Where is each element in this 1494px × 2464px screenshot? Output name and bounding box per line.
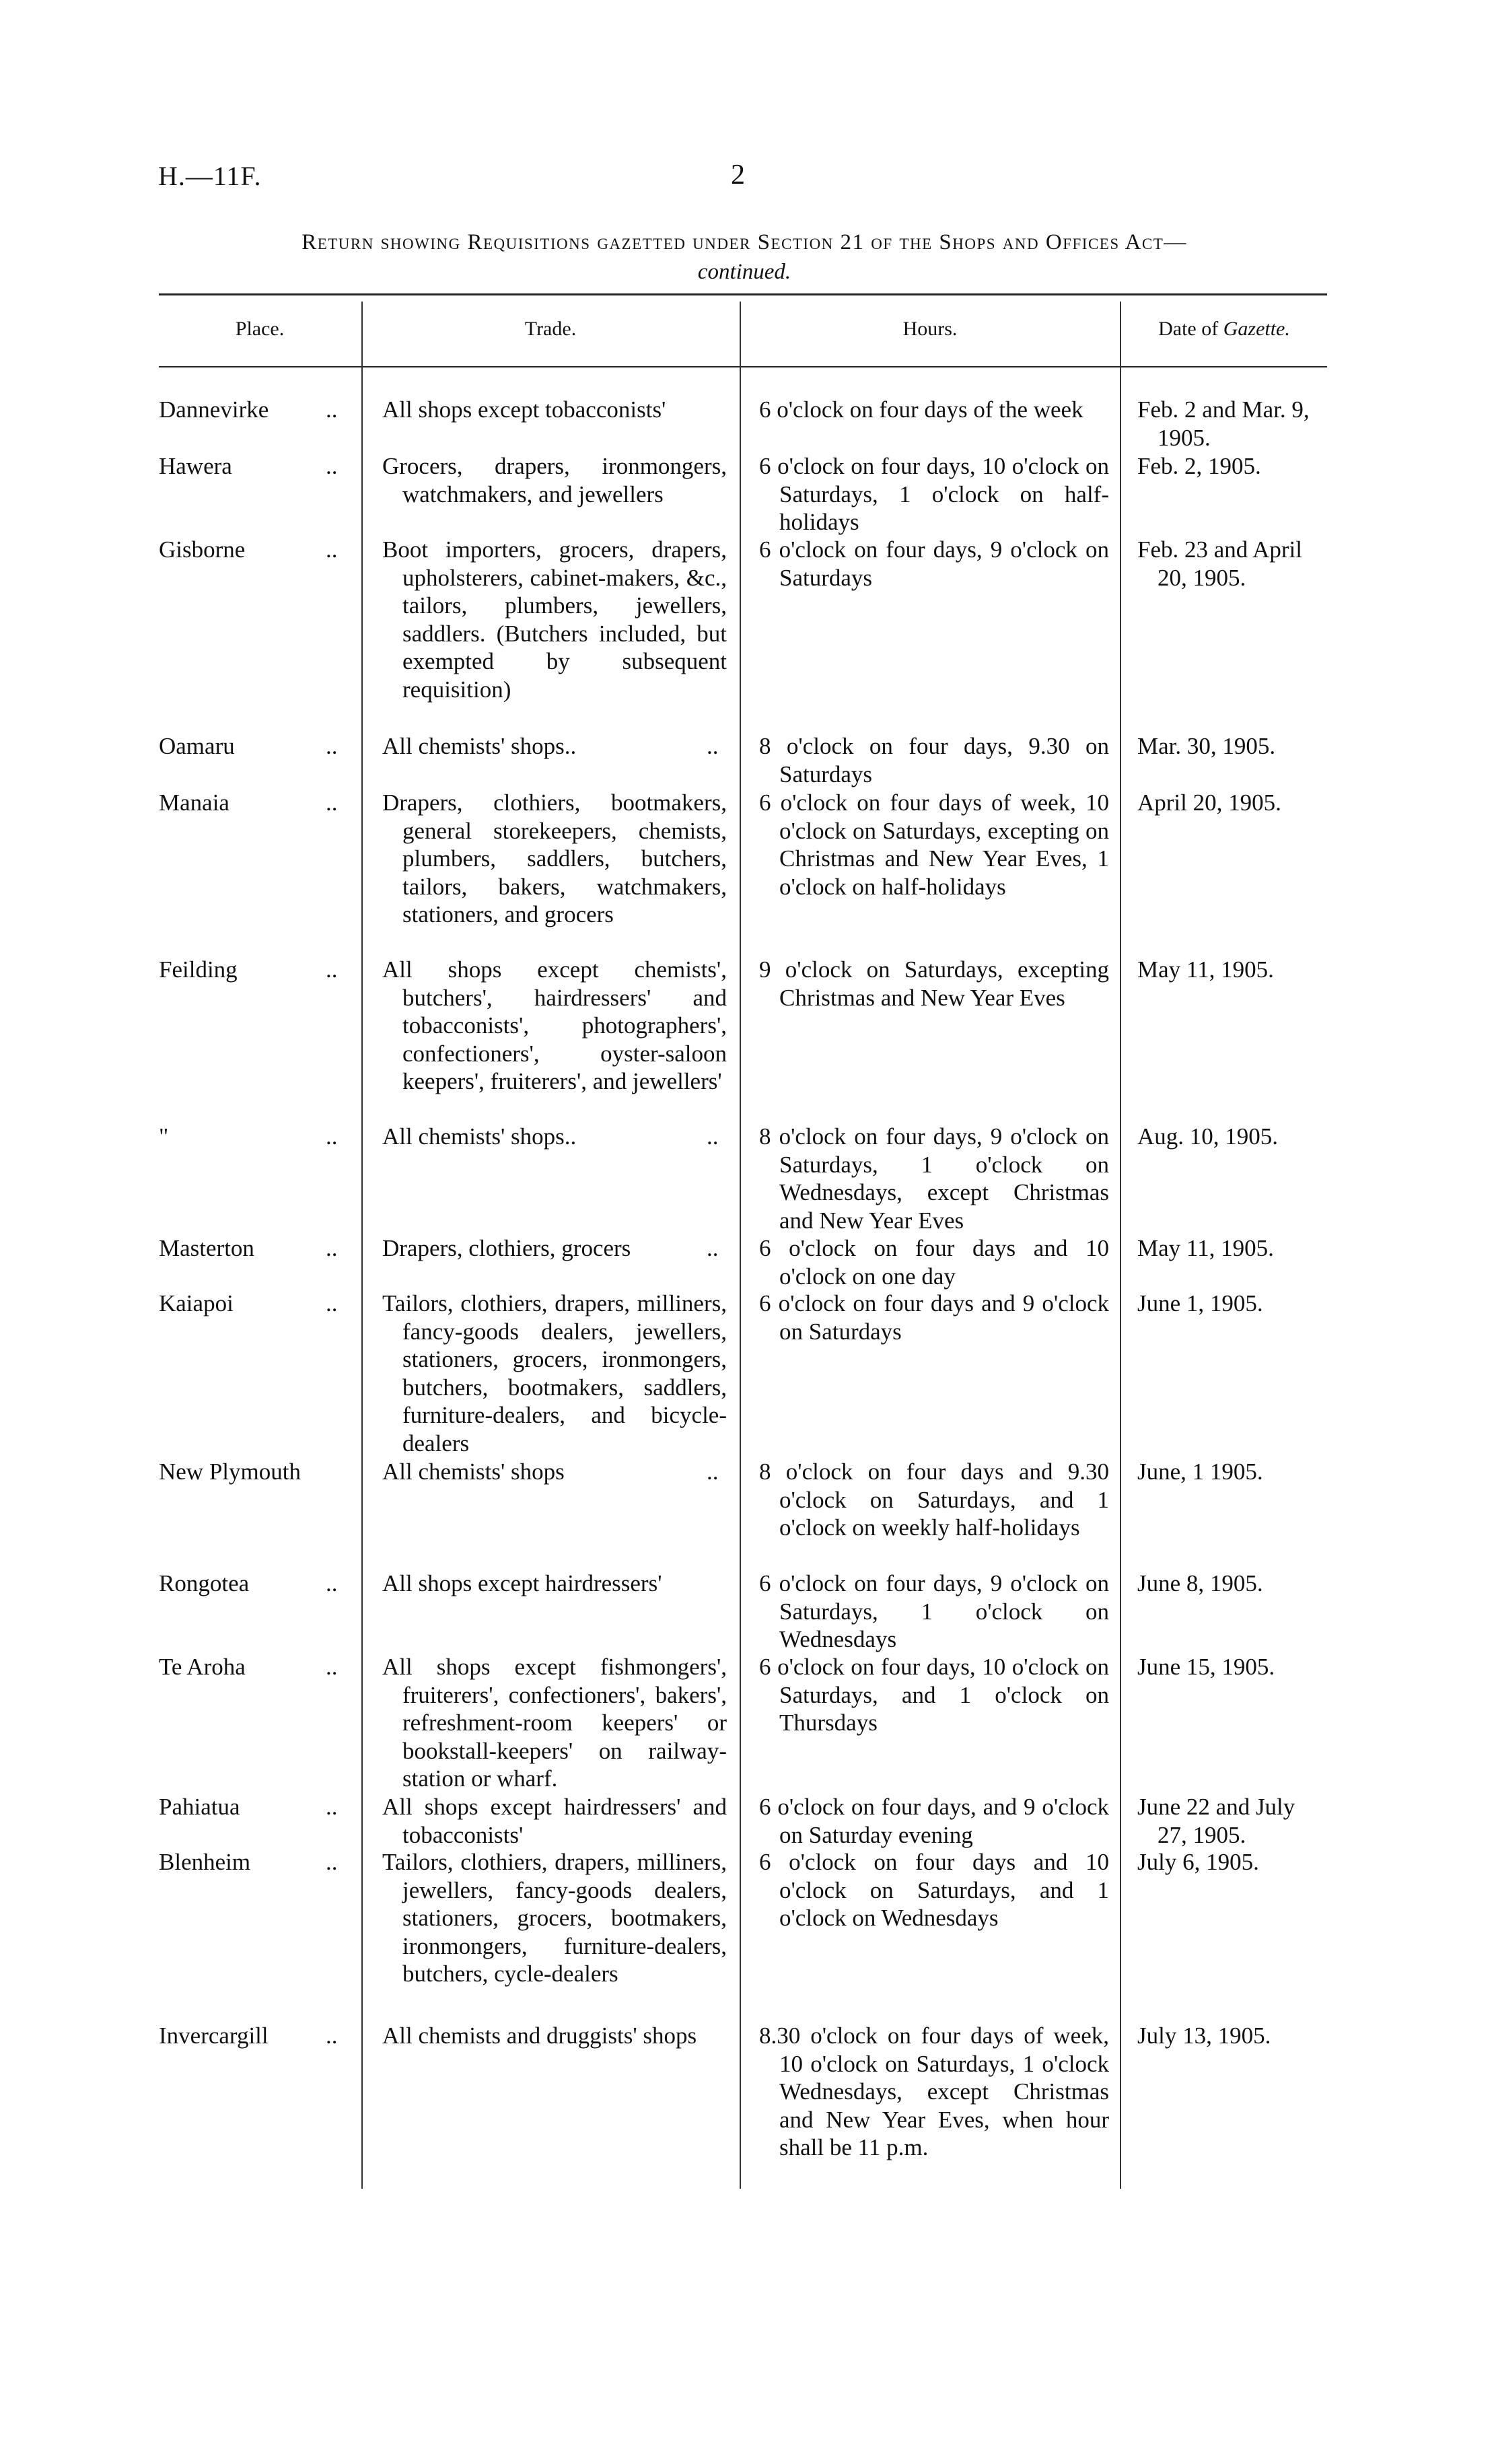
column-header-hours: Hours. xyxy=(902,318,958,340)
hours-cell xyxy=(759,396,1109,424)
column-divider-2 xyxy=(740,302,741,2189)
trade-cell xyxy=(382,956,727,1096)
trade-cell xyxy=(382,1848,727,1988)
table-title xyxy=(159,227,1330,287)
gazette-date-cell xyxy=(1137,396,1328,452)
hours-text: 8 o'clock on four days, 9.30 on Saturdays xyxy=(759,733,1109,787)
place-leader-dots: .. xyxy=(326,1235,338,1261)
hours-text: 6 o'clock on four days, and 9 o'clock on Saturday evening xyxy=(759,1794,1109,1848)
trade-text: All chemists' shops xyxy=(382,1458,565,1485)
trade-text: Boot importers, grocers, drapers, upholsterers, cabinet-makers, &c., tailors, plumbers, jewellers, saddlers. (Butchers included, but exempted by subsequent requisition) xyxy=(382,536,727,703)
gazette-date-text: Feb. 2 and Mar. 9, 1905. xyxy=(1137,396,1310,451)
gazette-date-text: Aug. 10, 1905. xyxy=(1137,1123,1279,1150)
date-header-gazette: Gazette. xyxy=(1223,318,1290,340)
place-name: Pahiatua xyxy=(159,1794,240,1820)
hours-cell xyxy=(759,1848,1109,1932)
trade-cell xyxy=(382,1793,727,1849)
gazette-date-text: May 11, 1905. xyxy=(1137,1235,1274,1261)
hours-text: 6 o'clock on four days and 10 o'clock on Saturdays, and 1 o'clock on Wednesdays xyxy=(759,1849,1109,1932)
hours-cell xyxy=(759,1793,1109,1849)
place-name: Te Aroha xyxy=(159,1654,246,1680)
gazette-date-text: Feb. 2, 1905. xyxy=(1137,453,1261,479)
place-cell xyxy=(159,1793,361,1821)
page-number: 2 xyxy=(731,160,745,190)
trade-cell xyxy=(382,1653,727,1793)
trade-cell xyxy=(382,2022,727,2050)
place-cell xyxy=(159,1653,361,1681)
place-name: Feilding xyxy=(159,956,238,983)
place-cell xyxy=(159,1290,361,1318)
place-leader-dots: .. xyxy=(326,956,338,983)
hours-cell xyxy=(759,732,1109,788)
trade-cell: All chemists' shops .. xyxy=(382,1458,719,1485)
gazette-date-text: May 11, 1905. xyxy=(1137,956,1274,983)
place-cell xyxy=(159,2022,361,2050)
place-leader-dots: .. xyxy=(326,1570,338,1596)
gazette-date-cell xyxy=(1137,1123,1328,1151)
place-name: Invercargill xyxy=(159,2022,269,2049)
column-divider-3 xyxy=(1120,302,1121,2189)
gazette-date-text: June 22 and July 27, 1905. xyxy=(1137,1794,1295,1848)
gazette-date-cell xyxy=(1137,789,1328,817)
place-leader-dots: .. xyxy=(326,1849,338,1875)
hours-text: 6 o'clock on four days and 9 o'clock on Saturdays xyxy=(759,1290,1109,1345)
hours-text: 6 o'clock on four days of week, 10 o'clock on Saturdays, excepting on Christmas and New Year Eves, 1 o'clock on half-holidays xyxy=(759,789,1109,900)
place-leader-dots: .. xyxy=(326,396,338,423)
trade-text: All chemists' shops.. xyxy=(382,1123,577,1150)
trade-cell: All chemists' shops.. .. xyxy=(382,733,719,759)
hours-text: 8.30 o'clock on four days of week, 10 o'clock on Saturdays, 1 o'clock Wednesdays, except Christmas and New Year Eves, when hour shall be 11 p.m. xyxy=(759,2022,1109,2161)
place-cell xyxy=(159,1570,361,1598)
gazette-date-text: July 6, 1905. xyxy=(1137,1849,1259,1875)
gazette-date-cell xyxy=(1137,2022,1328,2050)
place-cell xyxy=(159,732,361,761)
hours-text: 6 o'clock on four days of the week xyxy=(759,396,1083,423)
place-name: " xyxy=(159,1123,169,1150)
gazette-date-cell xyxy=(1137,956,1328,984)
top-rule xyxy=(159,293,1327,295)
gazette-date-text: June, 1 1905. xyxy=(1137,1458,1263,1485)
hours-cell xyxy=(759,1123,1109,1234)
trade-text: Tailors, clothiers, drapers, milliners, jewellers, fancy-goods dealers, stationers, grocers, bootmakers, ironmongers, furniture-dealers, butchers, cycle-dealers xyxy=(382,1849,727,1987)
trade-cell xyxy=(382,396,727,424)
gazette-date-cell xyxy=(1137,1458,1328,1486)
hours-cell xyxy=(759,1570,1109,1654)
gazette-date-cell xyxy=(1137,536,1328,592)
column-header-date xyxy=(1120,318,1328,341)
trade-cell xyxy=(382,789,727,929)
place-name: Kaiapoi xyxy=(159,1290,234,1316)
place-name: Masterton xyxy=(159,1235,254,1261)
trade-cell xyxy=(382,1570,727,1598)
trade-text: All shops except tobacconists' xyxy=(382,396,666,423)
gazette-date-cell xyxy=(1137,1793,1328,1849)
place-leader-dots: .. xyxy=(326,1123,338,1150)
place-name: Blenheim xyxy=(159,1849,251,1875)
place-name: Oamaru xyxy=(159,733,235,759)
place-cell xyxy=(159,536,361,564)
gazette-date-text: June 15, 1905. xyxy=(1137,1654,1275,1680)
gazette-date-text: June 1, 1905. xyxy=(1137,1290,1263,1316)
trade-text: Drapers, clothiers, grocers xyxy=(382,1235,631,1261)
trade-text: All shops except hairdressers' and tobacconists' xyxy=(382,1794,727,1848)
hours-cell xyxy=(759,2022,1109,2162)
trade-cell: All chemists' shops.. .. xyxy=(382,1123,719,1150)
place-leader-dots: .. xyxy=(326,1290,338,1316)
title-continued: continued. xyxy=(697,260,791,284)
place-name: Manaia xyxy=(159,789,229,816)
hours-cell xyxy=(759,536,1109,592)
place-cell xyxy=(159,1234,361,1263)
hours-text: 6 o'clock on four days, 9 o'clock on Saturdays, 1 o'clock on Wednesdays xyxy=(759,1570,1109,1653)
place-name: Dannevirke xyxy=(159,396,269,423)
gazette-date-cell xyxy=(1137,1290,1328,1318)
place-cell xyxy=(159,452,361,481)
hours-cell xyxy=(759,1234,1109,1290)
hours-cell xyxy=(759,789,1109,901)
gazette-date-text: Mar. 30, 1905. xyxy=(1137,733,1276,759)
hours-text: 6 o'clock on four days and 10 o'clock on one day xyxy=(759,1235,1109,1290)
date-header-label: Date of xyxy=(1158,318,1223,340)
hours-text: 6 o'clock on four days, 10 o'clock on Saturdays, 1 o'clock on half-holidays xyxy=(759,453,1109,536)
place-cell xyxy=(159,956,361,984)
gazette-date-text: April 20, 1905. xyxy=(1137,789,1281,816)
document-reference: H.—11F. xyxy=(158,161,262,191)
hours-text: 9 o'clock on Saturdays, excepting Christmas and New Year Eves xyxy=(759,956,1109,1011)
gazette-date-cell xyxy=(1137,1848,1328,1876)
trade-text: All chemists' shops.. xyxy=(382,733,577,759)
trade-cell xyxy=(382,1290,727,1458)
place-leader-dots: .. xyxy=(326,1654,338,1680)
hours-text: 6 o'clock on four days, 9 o'clock on Saturdays xyxy=(759,536,1109,591)
place-cell xyxy=(159,1848,361,1876)
place-name: Hawera xyxy=(159,453,232,479)
hours-cell xyxy=(759,956,1109,1012)
trade-text: Tailors, clothiers, drapers, milliners, fancy-goods dealers, jewellers, stationers, grocers, ironmongers, butchers, bootmakers, saddlers, furniture-dealers, and bicycle-dealers xyxy=(382,1290,727,1456)
gazette-date-cell xyxy=(1137,452,1328,481)
place-leader-dots: .. xyxy=(326,536,338,563)
column-divider-1 xyxy=(361,302,363,2189)
hours-text: 6 o'clock on four days, 10 o'clock on Saturdays, and 1 o'clock on Thursdays xyxy=(759,1654,1109,1736)
hours-text: 8 o'clock on four days and 9.30 o'clock on Saturdays, and 1 o'clock on weekly half-holidays xyxy=(759,1458,1109,1541)
place-name: Gisborne xyxy=(159,536,246,563)
gazette-date-text: July 13, 1905. xyxy=(1137,2022,1271,2049)
hours-text: 8 o'clock on four days, 9 o'clock on Saturdays, 1 o'clock on Wednesdays, except Christmas and New Year Eves xyxy=(759,1123,1109,1234)
trade-text: Grocers, drapers, ironmongers, watchmakers, and jewellers xyxy=(382,453,727,507)
trade-text: All shops except fishmongers', fruiterers', confectioners', bakers', refreshment-room keepers' or bookstall-keepers' on railway-station or wharf. xyxy=(382,1654,727,1792)
title-line: Return showing Requisitions gazetted under Section 21 of the Shops and Offices Act— xyxy=(301,230,1187,254)
gazette-date-cell xyxy=(1137,1234,1328,1263)
trade-cell xyxy=(382,536,727,704)
gazette-date-text: June 8, 1905. xyxy=(1137,1570,1263,1596)
hours-cell xyxy=(759,1458,1109,1542)
header-rule xyxy=(159,366,1327,367)
hours-cell xyxy=(759,1290,1109,1345)
trade-cell: Drapers, clothiers, grocers .. xyxy=(382,1235,719,1261)
place-name: Rongotea xyxy=(159,1570,250,1596)
column-header-place: Place. xyxy=(235,318,285,340)
place-cell xyxy=(159,396,361,424)
column-header-trade: Trade. xyxy=(524,318,577,340)
trade-text: Drapers, clothiers, bootmakers, general storekeepers, chemists, plumbers, saddlers, butchers, tailors, bakers, watchmakers, stationers, and grocers xyxy=(382,789,727,928)
gazette-date-text: Feb. 23 and April 20, 1905. xyxy=(1137,536,1302,591)
trade-text: All chemists and druggists' shops xyxy=(382,2022,697,2049)
trade-text: All shops except chemists', butchers', hairdressers' and tobacconists', photographers', confectioners', oyster-saloon keepers', fruiterers', and jewellers' xyxy=(382,956,727,1095)
place-leader-dots: .. xyxy=(326,453,338,479)
place-cell xyxy=(159,1458,361,1486)
place-leader-dots: .. xyxy=(326,789,338,816)
gazette-date-cell xyxy=(1137,1653,1328,1681)
hours-cell xyxy=(759,1653,1109,1737)
place-leader-dots: .. xyxy=(326,733,338,759)
place-cell xyxy=(159,1123,361,1151)
hours-cell xyxy=(759,452,1109,536)
trade-cell xyxy=(382,452,727,508)
trade-text: All shops except hairdressers' xyxy=(382,1570,662,1596)
place-leader-dots: .. xyxy=(326,2022,338,2049)
gazette-date-cell xyxy=(1137,1570,1328,1598)
place-cell xyxy=(159,789,361,817)
place-name: New Plymouth xyxy=(159,1458,301,1485)
gazette-date-cell xyxy=(1137,732,1328,761)
place-leader-dots: .. xyxy=(326,1794,338,1820)
